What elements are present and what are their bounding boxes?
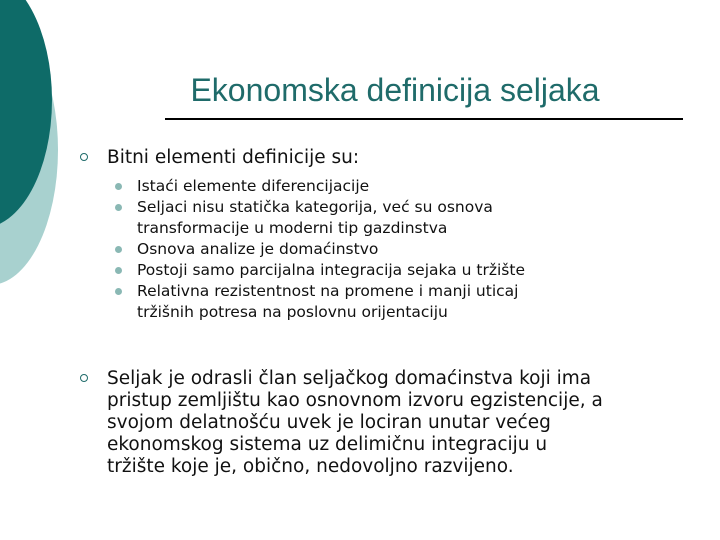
paragraph-line: ekonomskog sistema uz delimičnu integraciju u [107,434,548,455]
sub-bullet-text: Seljaci nisu statička kategorija, već su osnova transformacije u moderni tip gazdinstva [137,198,493,237]
main-bullet-text: Bitni elementi definicije su: [107,147,360,168]
sub-bullet-item [115,176,705,197]
paragraph-line: svojom delatnošću uvek je lociran unutar većeg [107,412,551,433]
title-divider [165,118,683,120]
sub-bullet-item [115,260,705,281]
filled-circle-bullet-icon [115,267,122,274]
corner-decoration [0,0,80,290]
paragraph-line: tržište koje je, obično, nedovoljno razvijeno. [107,456,514,477]
paragraph-line: pristup zemljištu kao osnovnom izvoru egzistencije, a [107,390,603,411]
sub-bullet-text: Postoji samo parcijalna integracija sejaka u tržište [137,261,525,279]
filled-circle-bullet-icon [115,204,122,211]
sub-bullet-text: Osnova analize je domaćinstvo [137,240,379,258]
sub-bullet-text: Istaći elemente diferencijacije [137,177,370,195]
slide-title: Ekonomska definicija seljaka [190,72,600,108]
main-bullet-paragraph [107,368,603,478]
filled-circle-bullet-icon [115,246,122,253]
hollow-circle-bullet-icon [80,374,88,382]
sub-bullet-list [115,176,705,323]
sub-bullet-item [115,281,705,323]
hollow-circle-bullet-icon [80,153,88,161]
filled-circle-bullet-icon [115,288,122,295]
sub-bullet-item [115,239,705,260]
sub-bullet-text: Relativna rezistentnost na promene i manji uticaj tržišnih potresa na poslovnu orijentaciju [137,282,519,321]
filled-circle-bullet-icon [115,183,122,190]
sub-bullet-item [115,197,705,239]
paragraph-line: Seljak je odrasli član seljačkog domaćinstva koji ima [107,368,592,389]
